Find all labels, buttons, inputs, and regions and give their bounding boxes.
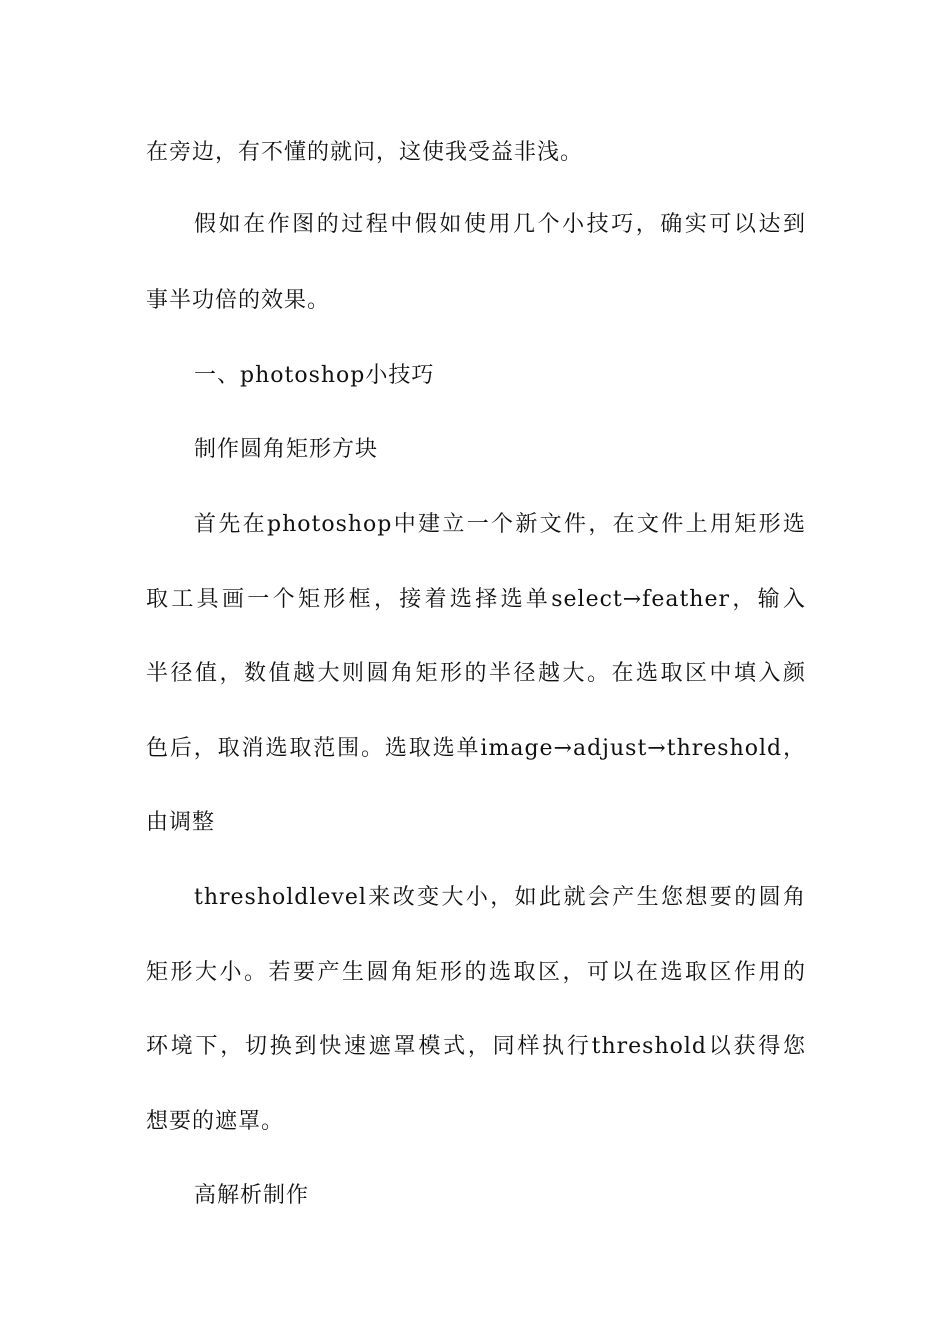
text-line: 半径值，数值越大则圆角矩形的半径越大。在选取区中填入颜 xyxy=(146,661,806,686)
section-heading: 一、photoshop小技巧 xyxy=(194,363,435,388)
subsection-heading: 高解析制作 xyxy=(194,1183,310,1208)
text-line: 事半功倍的效果。 xyxy=(146,288,331,313)
text-line: 在旁边，有不懂的就问，这使我受益非浅。 xyxy=(146,140,584,165)
text-line: 首先在photoshop中建立一个新文件，在文件上用矩形选 xyxy=(194,512,806,537)
text-line: thresholdlevel来改变大小，如此就会产生您想要的圆角 xyxy=(194,885,806,910)
text-line: 环境下，切换到快速遮罩模式，同样执行threshold以获得您 xyxy=(146,1034,806,1059)
text-line: 假如在作图的过程中假如使用几个小技巧，确实可以达到 xyxy=(194,212,806,237)
subsection-heading: 制作圆角矩形方块 xyxy=(194,437,379,462)
text-line: 色后，取消选取范围。选取选单image→adjust→threshold， xyxy=(146,736,806,761)
text-line: 想要的遮罩。 xyxy=(146,1109,285,1134)
text-line: 由调整 xyxy=(146,810,216,835)
text-line: 取工具画一个矩形框，接着选择选单select→feather，输入 xyxy=(146,587,806,612)
text-line: 矩形大小。若要产生圆角矩形的选取区，可以在选取区作用的 xyxy=(146,960,806,985)
